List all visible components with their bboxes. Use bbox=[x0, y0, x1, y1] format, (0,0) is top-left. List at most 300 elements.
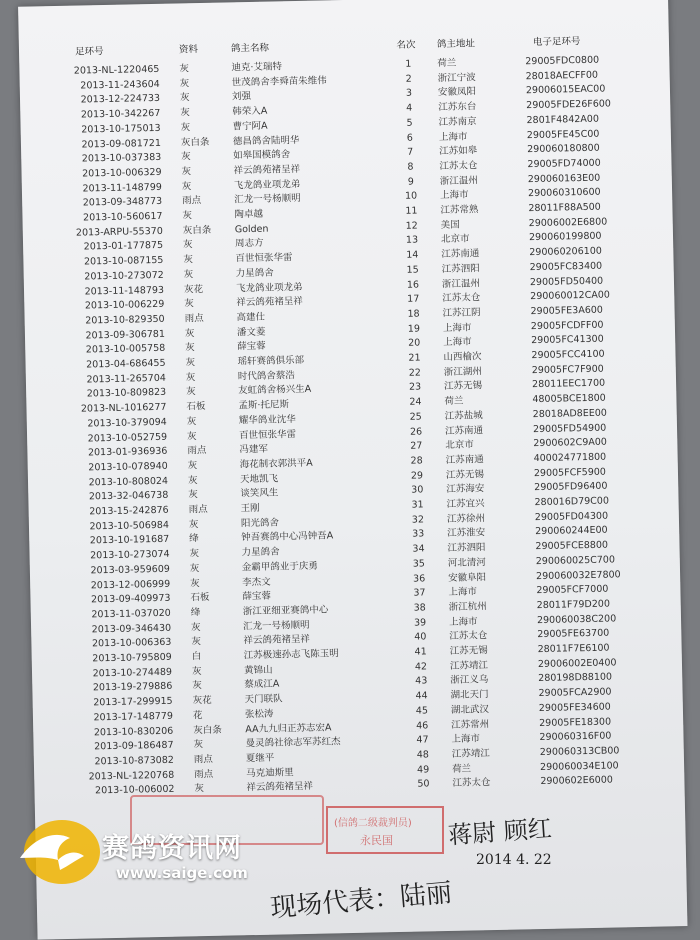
referee-stamp-name: 永民国 bbox=[360, 834, 393, 847]
rank: 40 bbox=[414, 631, 427, 643]
feather-color: 雨点 bbox=[182, 195, 202, 207]
owner-address: 江苏靖江 bbox=[449, 659, 489, 672]
chip-number: 29005FE3A600 bbox=[530, 304, 604, 318]
owner-name: 曹宁阿A bbox=[232, 120, 268, 133]
owner-address: 湖北天门 bbox=[450, 689, 489, 701]
rank: 45 bbox=[415, 705, 429, 717]
owner-address: 浙江义乌 bbox=[450, 674, 489, 687]
owner-name: 浙江亚细亚赛鸽中心 bbox=[242, 604, 329, 618]
rank: 21 bbox=[408, 352, 421, 364]
feather-color: 灰 bbox=[186, 415, 197, 428]
owner-name: 海花制衣郭洪平A bbox=[239, 457, 313, 471]
owner-address: 河北清河 bbox=[447, 556, 486, 569]
rank: 38 bbox=[413, 602, 426, 614]
ring-number: 2013-11-243604 bbox=[80, 78, 160, 92]
owner-name: 薛宝蓉 bbox=[242, 590, 272, 603]
rank: 27 bbox=[410, 440, 423, 452]
chip-number: 280016D79C00 bbox=[534, 495, 610, 509]
signature-representative: 现场代表：陆丽 bbox=[269, 878, 454, 924]
chip-number: 29005FDC0800 bbox=[525, 54, 600, 68]
watermark-logo bbox=[0, 812, 330, 892]
owner-name: 阳光鸽舍 bbox=[240, 517, 280, 529]
owner-name: 祥云鸽苑褚呈祥 bbox=[233, 163, 301, 177]
feather-color: 灰 bbox=[180, 122, 191, 134]
feather-color: 灰 bbox=[185, 357, 196, 369]
owner-address: 荷兰 bbox=[437, 57, 457, 70]
ring-number: 2013-09-409973 bbox=[91, 592, 171, 606]
feather-color: 灰花 bbox=[192, 694, 212, 707]
ring-number: 2013-17-148779 bbox=[93, 710, 174, 724]
rank: 22 bbox=[408, 367, 421, 379]
owner-address: 江苏海安 bbox=[446, 483, 485, 496]
chip-number: 29005FCE8800 bbox=[535, 539, 609, 553]
owner-name: 德昌鸽舍陆明华 bbox=[232, 134, 300, 147]
ring-number: 2013-10-830206 bbox=[93, 725, 174, 738]
ring-number: 2013-10-506984 bbox=[89, 519, 170, 533]
owner-name: 江苏极速孙志飞陈玉明 bbox=[243, 648, 339, 662]
owner-address: 荷兰 bbox=[452, 763, 472, 775]
owner-name: 时代鸽舍蔡浩 bbox=[237, 369, 295, 382]
chip-number: 29005FCF5900 bbox=[533, 466, 607, 479]
feather-color: 灰 bbox=[193, 739, 204, 751]
chip-number: 29006015EAC00 bbox=[525, 83, 606, 97]
feather-color: 灰 bbox=[184, 298, 194, 310]
owner-address: 江苏常熟 bbox=[440, 204, 479, 217]
owner-address: 北京市 bbox=[445, 439, 474, 452]
feather-color: 灰 bbox=[191, 636, 202, 648]
ring-number: 2013-10-037383 bbox=[81, 152, 162, 165]
feather-color: 灰 bbox=[187, 460, 198, 472]
owner-address: 上海市 bbox=[438, 130, 468, 143]
chip-number: 29005FCF7000 bbox=[536, 583, 609, 597]
chip-number: 29005FCC4100 bbox=[531, 348, 605, 362]
rank: 17 bbox=[407, 293, 420, 305]
chip-number: 290060032E7800 bbox=[535, 568, 621, 582]
feather-color: 灰 bbox=[194, 783, 205, 795]
owner-name: 汇龙一号杨顺明 bbox=[242, 619, 310, 632]
owner-name: 力星鸽舍 bbox=[241, 546, 280, 559]
chip-number: 29005FE34600 bbox=[538, 701, 611, 714]
rank: 32 bbox=[411, 514, 425, 526]
ring-number: 2013-10-006229 bbox=[84, 298, 165, 312]
feather-color: 灰 bbox=[182, 210, 193, 222]
rank: 36 bbox=[412, 572, 426, 585]
owner-name: 张松涛 bbox=[244, 708, 274, 721]
ring-number: 2013-09-081721 bbox=[81, 137, 162, 151]
chip-number: 290060313CB00 bbox=[539, 745, 620, 758]
chip-number: 29006002E0400 bbox=[537, 657, 617, 670]
feather-color: 灰 bbox=[181, 166, 192, 178]
ring-number: 2013-10-175013 bbox=[81, 122, 161, 136]
chip-number: 290060025C700 bbox=[535, 554, 616, 567]
owner-address: 浙江宁波 bbox=[437, 71, 476, 84]
feather-color: 灰 bbox=[186, 430, 197, 442]
owner-name: 韩荣入A bbox=[232, 105, 268, 118]
header-feather: 资料 bbox=[178, 44, 199, 56]
referee-stamp-title: (信鸽二级裁判员) bbox=[334, 818, 412, 829]
owner-address: 江苏靖江 bbox=[451, 747, 490, 760]
owner-name: 刘强 bbox=[231, 91, 252, 103]
ring-number: 2013-01-177875 bbox=[83, 240, 164, 253]
ring-number: 2013-19-279886 bbox=[92, 681, 173, 694]
owner-name: 耀华鸽业沈华 bbox=[238, 413, 296, 427]
chip-number: 2900602C9A00 bbox=[533, 436, 608, 450]
rank: 25 bbox=[409, 411, 422, 423]
ring-number: 2013-11-037020 bbox=[91, 607, 171, 621]
watermark-site-name: 赛鸽资讯网 bbox=[102, 833, 242, 864]
owner-address: 江苏南通 bbox=[441, 248, 480, 261]
rank: 50 bbox=[417, 778, 430, 790]
chip-number: 29005FD04300 bbox=[534, 510, 609, 523]
owner-name: 谈笑风生 bbox=[240, 487, 279, 500]
ring-number: 2013-09-186487 bbox=[94, 739, 174, 753]
owner-address: 上海市 bbox=[448, 586, 478, 599]
rank: 19 bbox=[407, 323, 421, 335]
owner-name: 黄锦山 bbox=[243, 664, 273, 676]
chip-number: 29005FCDFF00 bbox=[530, 319, 604, 332]
rank: 29 bbox=[410, 470, 424, 482]
chip-number: 290060163E00 bbox=[527, 172, 601, 185]
ring-number: 2013-NL-1016277 bbox=[80, 401, 167, 415]
referee-stamp bbox=[326, 806, 444, 854]
chip-number: 29005FD54900 bbox=[532, 422, 607, 435]
rank: 12 bbox=[405, 220, 418, 232]
ring-number: 2013-10-006329 bbox=[82, 166, 162, 180]
owner-name: 天门联队 bbox=[244, 693, 283, 706]
chip-number: 29005FC83400 bbox=[529, 260, 603, 273]
ring-number: 2013-10-006363 bbox=[91, 637, 172, 650]
feather-color: 灰 bbox=[185, 371, 196, 384]
owner-address: 江苏无锡 bbox=[444, 380, 483, 393]
ring-number: 2013-09-348773 bbox=[82, 196, 163, 209]
rank: 33 bbox=[412, 528, 425, 541]
ring-number: 2013-09-346430 bbox=[91, 622, 172, 635]
watermark-url[interactable]: www.saige.com bbox=[116, 864, 248, 882]
ring-number: 2013-ARPU-55370 bbox=[75, 225, 163, 239]
ring-number: 2013-11-148799 bbox=[82, 181, 162, 195]
rank: 15 bbox=[406, 264, 419, 276]
chip-number: 29006002E6800 bbox=[528, 216, 608, 229]
rank: 11 bbox=[405, 205, 418, 217]
owner-name: 汇龙一号杨顺明 bbox=[234, 193, 301, 206]
ring-number: 2013-10-873082 bbox=[94, 754, 174, 768]
chip-number: 29005FD96400 bbox=[534, 480, 608, 494]
owner-address: 北京市 bbox=[440, 233, 470, 246]
ring-number: 2013-03-959609 bbox=[90, 563, 170, 577]
owner-address: 江苏太仓 bbox=[442, 292, 481, 305]
ring-number: 2013-09-306781 bbox=[85, 328, 166, 342]
owner-name: 钟吾赛鸽中心冯钟吾A bbox=[241, 530, 334, 544]
rank: 16 bbox=[406, 278, 420, 291]
rank: 7 bbox=[407, 146, 414, 158]
rank: 13 bbox=[405, 234, 419, 247]
chip-number: 29005FC7F900 bbox=[531, 363, 604, 376]
ring-number: 2013-10-078940 bbox=[88, 460, 168, 474]
owner-address: 江苏徐州 bbox=[446, 512, 486, 525]
rank: 30 bbox=[411, 484, 424, 496]
owner-name: Golden bbox=[234, 223, 269, 236]
rank: 2 bbox=[405, 73, 412, 85]
chip-number: 2801F4842A00 bbox=[526, 113, 600, 126]
feather-color: 灰白条 bbox=[182, 224, 212, 237]
ring-number: 2013-10-191687 bbox=[89, 534, 170, 547]
chip-number: 290060199800 bbox=[528, 231, 602, 244]
rank: 48 bbox=[416, 749, 429, 761]
ring-number: 2013-17-299915 bbox=[93, 695, 173, 709]
owner-address: 江苏淮安 bbox=[447, 527, 486, 540]
owner-name: 马克迪斯里 bbox=[246, 766, 294, 779]
header-owner: 鸽主名称 bbox=[230, 42, 270, 55]
feather-color: 花 bbox=[192, 709, 203, 722]
rank: 4 bbox=[406, 102, 413, 114]
owner-name: 蔡成江A bbox=[244, 678, 280, 691]
owner-name: 飞龙鸽业项龙弟 bbox=[233, 178, 301, 191]
ring-number: 2013-32-046738 bbox=[88, 490, 169, 503]
owner-address: 上海市 bbox=[442, 321, 472, 334]
owner-address: 江苏泗阳 bbox=[447, 542, 486, 555]
owner-address: 湖北武汉 bbox=[450, 703, 490, 716]
rank: 26 bbox=[409, 425, 423, 438]
feather-color: 石板 bbox=[186, 401, 206, 413]
chip-number: 48005BCE1800 bbox=[532, 392, 606, 406]
chip-number: 29005FE18300 bbox=[539, 716, 612, 729]
ring-number: 2013-10-052759 bbox=[87, 431, 168, 444]
ring-number: 2013-NL-1220465 bbox=[73, 63, 160, 77]
feather-color: 灰 bbox=[182, 239, 193, 251]
rank: 39 bbox=[413, 616, 427, 629]
owner-address: 江苏无锡 bbox=[449, 645, 488, 657]
feather-color: 灰 bbox=[184, 327, 195, 339]
rank: 44 bbox=[415, 690, 428, 702]
chip-number: 28018AD8EE00 bbox=[532, 407, 608, 420]
owner-address: 安徽凤阳 bbox=[437, 86, 477, 99]
results-sheet bbox=[18, 0, 687, 940]
header-ring: 足环号 bbox=[74, 46, 104, 58]
ring-number: 2013-11-148793 bbox=[84, 284, 165, 297]
ring-number: 2013-10-273072 bbox=[84, 269, 164, 283]
owner-address: 江苏太仓 bbox=[439, 160, 478, 172]
owner-name: 迪克·艾瑞特 bbox=[231, 61, 283, 74]
owner-address: 江苏太仓 bbox=[449, 630, 488, 643]
header-address: 鸽主地址 bbox=[436, 38, 476, 51]
owner-address: 江苏东台 bbox=[438, 101, 477, 114]
chip-number: 28011F88A500 bbox=[528, 201, 601, 215]
owner-name: 王刚 bbox=[240, 502, 260, 515]
owner-address: 浙江温州 bbox=[441, 277, 481, 290]
rank: 14 bbox=[406, 249, 419, 261]
feather-color: 灰 bbox=[190, 577, 200, 589]
feather-color: 绛 bbox=[190, 607, 201, 619]
chip-number: 290060034E100 bbox=[539, 759, 619, 773]
chip-number: 29005FCA2900 bbox=[538, 686, 612, 700]
feather-color: 雨点 bbox=[188, 503, 208, 516]
owner-name: 潘文菱 bbox=[236, 326, 266, 338]
chip-number: 2900602E6000 bbox=[540, 774, 614, 788]
ring-number: 2013-10-342267 bbox=[80, 107, 161, 121]
feather-color: 灰白条 bbox=[180, 136, 210, 148]
feather-color: 灰 bbox=[188, 518, 199, 531]
rank: 47 bbox=[416, 734, 429, 746]
feather-color: 灰 bbox=[191, 665, 202, 677]
owner-address: 江苏南通 bbox=[445, 454, 484, 466]
rank: 18 bbox=[407, 308, 420, 320]
chip-number: 290060180800 bbox=[527, 142, 600, 156]
feather-color: 灰 bbox=[181, 151, 191, 163]
owner-name: 瑶轩赛鸽俱乐部 bbox=[237, 354, 305, 368]
owner-name: 孟斯·托尼斯 bbox=[238, 399, 290, 412]
rank: 1 bbox=[405, 58, 412, 70]
owner-address: 浙江湖州 bbox=[443, 365, 482, 378]
rank: 28 bbox=[410, 455, 423, 467]
owner-name: AA九九归正苏志宏A bbox=[245, 721, 332, 735]
rank: 10 bbox=[404, 190, 418, 203]
chip-number: 290060038C200 bbox=[536, 613, 617, 626]
feather-color: 白 bbox=[191, 651, 202, 663]
chip-number: 290060012CA00 bbox=[530, 289, 610, 303]
feather-color: 灰 bbox=[179, 77, 190, 90]
rank: 49 bbox=[416, 763, 430, 776]
rank: 24 bbox=[409, 396, 422, 408]
feather-color: 石板 bbox=[190, 592, 210, 604]
dove-logo-icon bbox=[0, 812, 100, 892]
chip-number: 28018AECFF00 bbox=[525, 69, 599, 82]
rank: 5 bbox=[406, 117, 413, 129]
ring-number: 2013-10-795809 bbox=[92, 651, 172, 665]
rank: 37 bbox=[413, 587, 426, 599]
chip-number: 290060316F00 bbox=[539, 730, 612, 744]
ring-number: 2013-10-809823 bbox=[86, 387, 167, 400]
feather-color: 灰白条 bbox=[193, 724, 222, 736]
rank: 41 bbox=[414, 646, 427, 658]
rank: 31 bbox=[411, 499, 424, 511]
feather-color: 灰 bbox=[186, 386, 196, 398]
owner-name: 祥云鸽苑褚呈祥 bbox=[243, 634, 311, 647]
chip-number: 290060244E00 bbox=[535, 524, 608, 538]
feather-color: 灰 bbox=[179, 63, 190, 75]
owner-address: 江苏无锡 bbox=[445, 468, 485, 481]
signature-names: 蒋尉 顾红 bbox=[447, 814, 553, 850]
rank: 20 bbox=[408, 337, 421, 350]
owner-address: 江苏江阴 bbox=[442, 307, 481, 319]
owner-address: 安徽阜阳 bbox=[448, 571, 487, 584]
rank: 46 bbox=[416, 719, 429, 732]
feather-color: 灰 bbox=[179, 92, 190, 104]
feather-color: 灰 bbox=[185, 342, 195, 354]
feather-color: 雨点 bbox=[184, 312, 204, 325]
owner-name: 李杰文 bbox=[242, 576, 271, 588]
feather-color: 雨点 bbox=[194, 768, 214, 780]
feather-color: 灰 bbox=[189, 548, 200, 560]
rank: 6 bbox=[406, 132, 414, 144]
owner-name: 冯建军 bbox=[239, 443, 269, 456]
ring-number: 2013-10-087155 bbox=[83, 254, 164, 268]
owner-name: 如皋国模鸽舍 bbox=[233, 149, 291, 162]
owner-address: 江苏太仓 bbox=[452, 777, 491, 790]
feather-color: 灰 bbox=[189, 562, 200, 575]
owner-address: 江苏南通 bbox=[444, 424, 484, 437]
chip-number: 29005FE63700 bbox=[537, 627, 610, 641]
chip-number: 29005FE45C00 bbox=[526, 128, 600, 141]
feather-color: 灰 bbox=[183, 254, 194, 266]
owner-address: 浙江杭州 bbox=[448, 601, 487, 613]
owner-name: 曼灵鸽社徐志军苏红杰 bbox=[245, 736, 341, 750]
owner-address: 江苏盐城 bbox=[444, 409, 483, 422]
owner-address: 江苏南京 bbox=[438, 116, 477, 128]
owner-address: 荷兰 bbox=[444, 395, 464, 408]
owner-name: 金霸甲鸽业于庆勇 bbox=[241, 560, 318, 574]
owner-address: 山西榆次 bbox=[443, 351, 482, 363]
chip-number: 28011EEC1700 bbox=[531, 377, 606, 391]
feather-color: 灰 bbox=[188, 489, 198, 501]
signature-date: 2014 4. 22 bbox=[476, 852, 552, 868]
owner-name: 世茂鸽舍李舜苗朱维伟 bbox=[231, 75, 327, 89]
rank: 3 bbox=[405, 87, 413, 100]
owner-address: 江苏宜兴 bbox=[446, 498, 485, 510]
chip-number: 28011F79D200 bbox=[536, 598, 611, 611]
owner-address: 江苏常州 bbox=[451, 718, 490, 731]
feather-color: 灰 bbox=[183, 268, 194, 281]
owner-address: 上海市 bbox=[440, 189, 469, 202]
owner-name: 夏继平 bbox=[245, 752, 275, 765]
rank: 34 bbox=[412, 543, 425, 555]
owner-name: 薛宝蓉 bbox=[237, 340, 266, 353]
chip-number: 28011F7E6100 bbox=[537, 642, 610, 656]
ring-number: 2013-15-242876 bbox=[89, 504, 169, 518]
ring-number: 2013-10-274489 bbox=[92, 666, 173, 680]
owner-name: 周志方 bbox=[234, 238, 264, 250]
rank: 43 bbox=[415, 675, 428, 688]
feather-color: 绛 bbox=[189, 533, 199, 545]
rank: 9 bbox=[407, 176, 414, 188]
ring-number: 2013-01-936936 bbox=[87, 445, 168, 459]
chip-number: 400024771800 bbox=[533, 451, 607, 464]
owner-name: 飞龙鸽业项龙弟 bbox=[235, 281, 303, 294]
owner-name: 祥云鸽苑褚呈祥 bbox=[236, 296, 303, 309]
chip-number: 29005FDE26F600 bbox=[526, 98, 612, 112]
feather-color: 灰 bbox=[187, 474, 198, 486]
owner-address: 江苏如皋 bbox=[439, 145, 478, 158]
header-chip: 电子足环号 bbox=[532, 36, 581, 49]
feather-color: 灰花 bbox=[183, 283, 204, 295]
chip-number: 280198D88100 bbox=[538, 671, 613, 685]
owner-name: 祥云鸽苑褚呈祥 bbox=[246, 781, 314, 794]
feather-color: 雨点 bbox=[187, 445, 207, 457]
ring-number: 2013-10-273074 bbox=[90, 548, 170, 562]
owner-name: 陶卓越 bbox=[234, 208, 264, 221]
rank: 8 bbox=[407, 161, 414, 173]
chip-number: 290060310600 bbox=[527, 186, 601, 200]
owner-address: 上海市 bbox=[443, 336, 472, 349]
owner-name: 百世恒张华雷 bbox=[238, 428, 297, 441]
ring-number: 2013-10-005758 bbox=[85, 343, 166, 356]
ring-number: 2013-12-224733 bbox=[80, 93, 161, 106]
ring-number: 2013-10-560617 bbox=[83, 210, 163, 224]
ring-number: 2013-NL-1220768 bbox=[88, 769, 175, 783]
header-rank: 名次 bbox=[396, 39, 416, 51]
owner-name: 力星鸽舍 bbox=[235, 267, 274, 280]
chip-number: 29005FC41300 bbox=[531, 333, 604, 347]
ring-number: 2013-10-006002 bbox=[95, 784, 175, 797]
owner-address: 江苏泗阳 bbox=[441, 262, 480, 275]
feather-color: 灰 bbox=[192, 680, 202, 692]
owner-address: 浙江温州 bbox=[439, 174, 478, 187]
ring-number: 2013-04-686455 bbox=[86, 357, 166, 371]
rank: 35 bbox=[412, 558, 425, 570]
feather-color: 灰 bbox=[180, 107, 190, 119]
ring-number: 2013-10-379094 bbox=[87, 416, 167, 430]
ring-number: 2013-11-265704 bbox=[86, 372, 166, 386]
ring-number: 2013-10-808024 bbox=[88, 475, 169, 489]
